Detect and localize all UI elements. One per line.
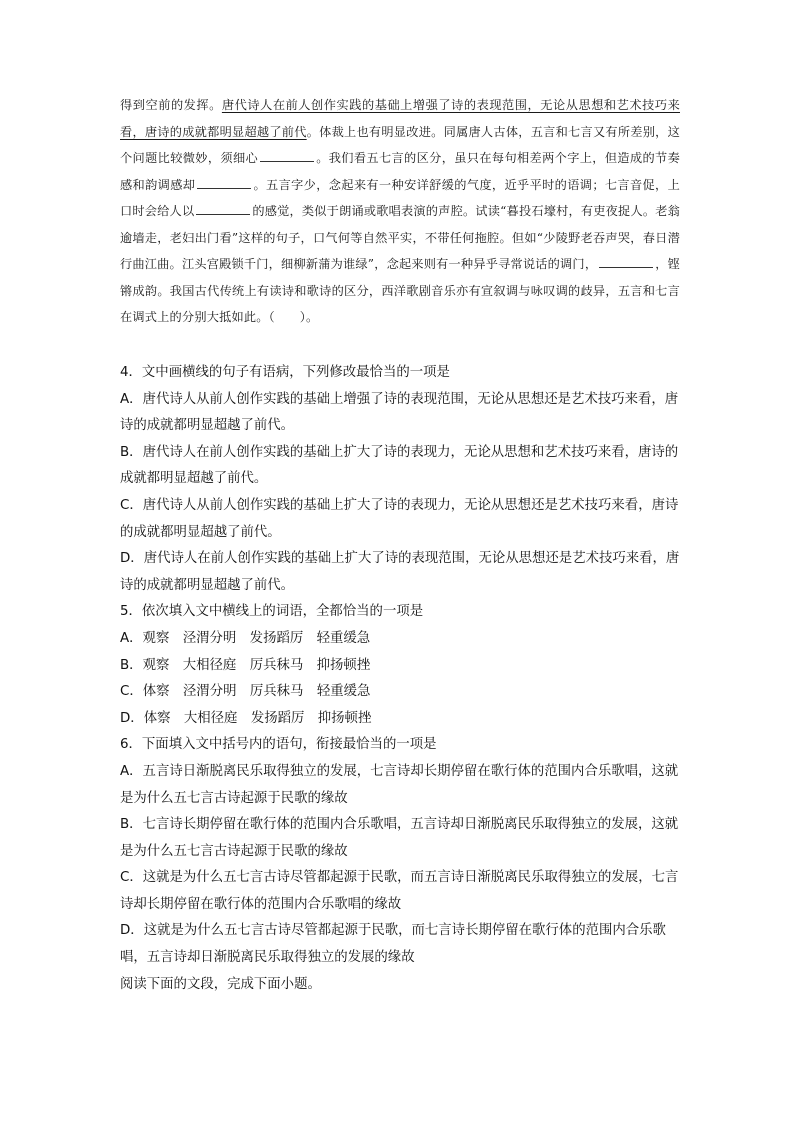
question-5-option-c: C．体察 泾渭分明 厉兵秣马 轻重缓急 <box>120 684 371 700</box>
question-6-option-c: C．这就是为什么五七言古诗尽管都起源于民歌，而五言诗日渐脱离民乐取得独立的发展，七言诗却长期停留在歌行体的范围内合乐歌唱的缘故 <box>120 870 679 912</box>
question-5-option-d: D．体察 大相径庭 发扬蹈厉 抑扬顿挫 <box>120 710 372 726</box>
question-6-option-d: D．这就是为什么五七言古诗尽管都起源于民歌，而七言诗长期停留在歌行体的范围内合乐歌唱，五言诗却日渐脱离民乐取得独立的发展的缘故 <box>120 923 666 966</box>
question-4-option-c: C．唐代诗人从前人创作实践的基础上扩大了诗的表现力，无论从思想还是艺术技巧来看，唐诗的成就都明显超越了前代。 <box>120 497 679 540</box>
question-4-option-d: D．唐代诗人在前人创作实践的基础上扩大了诗的表现范围，无论从思想还是艺术技巧来看，唐诗的成就都明显超越了前代。 <box>120 551 680 593</box>
fill-blank-2 <box>197 176 251 189</box>
reading-passage <box>120 92 680 331</box>
fill-blank-4 <box>599 255 653 268</box>
fill-blank-3 <box>196 202 250 215</box>
question-5-stem: 5．依次填入文中横线上的词语，全都恰当的一项是 <box>120 604 424 620</box>
passage-sentence: 。五言字少，念起来有一种安详舒缓的气度，近乎平时的语调；七言音促，上口时会给人以 <box>120 177 680 218</box>
passage-sentence: ，铿锵成韵。我国古代传统上有读诗和歌诗的区分，西洋歌剧音乐亦有宣叙调与咏叹调的歧异，五言和七言在调式上的分别大抵如此。（ ）。 <box>120 257 680 324</box>
question-5-option-a: A．观察 泾渭分明 发扬蹈厉 轻重缓急 <box>120 630 371 646</box>
question-6-stem: 6．下面填入文中括号内的语句，衔接最恰当的一项是 <box>120 737 437 753</box>
passage-sentence: 。体裁上也有明显改进。同属唐人古体，五言和七言又有所差别，这个问题比较微妙，须细心 <box>120 124 681 165</box>
question-6-option-b: B．七言诗长期停留在歌行体的范围内合乐歌唱，五言诗却日渐脱离民乐取得独立的发展，这就是为什么五七言古诗起源于民歌的缘故 <box>120 817 679 859</box>
question-6-option-a: A．五言诗日渐脱离民乐取得独立的发展，七言诗却长期停留在歌行体的范围内合乐歌唱，这就是为什么五七言古诗起源于民歌的缘故 <box>120 763 679 806</box>
fill-blank-1 <box>260 149 314 162</box>
underlined-sentence: 唐代诗人在前人创作实践的基础上增强了诗的表现范围，无论从思想和艺术技巧来看，唐诗的成就都明显超越了前代 <box>120 98 680 139</box>
question-4-option-b: B．唐代诗人在前人创作实践的基础上扩大了诗的表现力，无论从思想和艺术技巧来看，唐诗的成就都明显超越了前代。 <box>120 444 679 487</box>
question-4-stem: 4．文中画横线的句子有语病，下列修改最恰当的一项是 <box>120 365 450 380</box>
passage-sentence: 得到空前的发挥。 <box>120 98 222 112</box>
passage-sentence: 的感觉，类似于朗诵或歌唱表演的声腔。试读“暮投石壕村，有吏夜捉人。老翁逾墙走，老妇出门看”这样的句子，口气何等自然平实，不带任何拖腔。但如“少陵野老吞声哭，春日潜行曲江曲。江头宫殿锁千门，细柳新蒲为谁绿”，念起来则有一种异乎寻常说话的调门， <box>120 204 681 271</box>
question-4-option-a: A．唐代诗人从前人创作实践的基础上增强了诗的表现范围，无论从思想还是艺术技巧来看，唐诗的成就都明显超越了前代。 <box>120 391 679 434</box>
question-5-option-b: B．观察 大相径庭 厉兵秣马 抑扬顿挫 <box>120 657 371 673</box>
questions <box>120 360 680 998</box>
reading-instruction: 阅读下面的文段，完成下面小题。 <box>120 976 321 992</box>
passage-sentence: 。我们看五七言的区分，虽只在每句相差两个字上，但造成的节奏感和韵调感却 <box>120 151 680 192</box>
